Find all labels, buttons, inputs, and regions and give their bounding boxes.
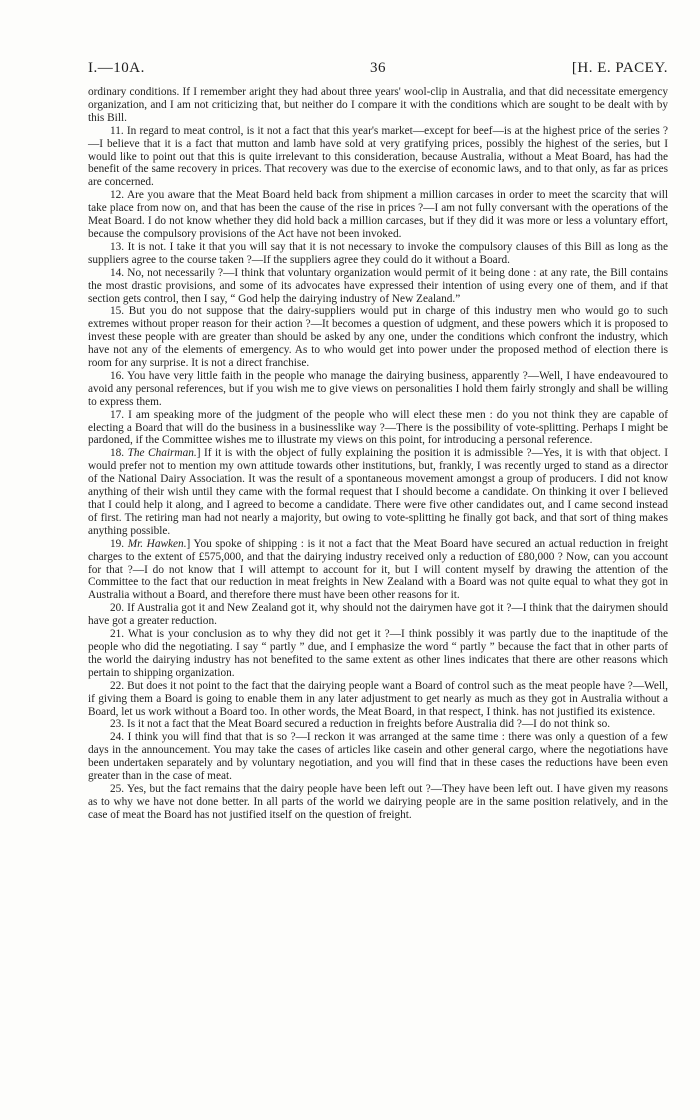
- page-header: [88, 60, 668, 86]
- document-body: [88, 86, 668, 822]
- paragraph-0: ordinary conditions. If I remember aright they had about three years' wool-clip in Australia, and that did necessitate emergency organization, and I am not criticizing that, but neither do I compare it with the conditions which are sought to be dealt with by this Bill.: [88, 86, 668, 124]
- paragraph-22: 22. But does it not point to the fact that the dairying people want a Board of control such as the meat people have ?—Well, if giving them a Board is going to enable them in any later adjustment to get nearly as much as they got in Australia without a Board, let us work without a Board too. In other words, the Meat Board, in that respect, I think. has not justified its existence.: [88, 679, 668, 718]
- paragraph-15: 15. But you do not suppose that the dairy-suppliers would put in charge of this industry men who would go to such extremes without proper reason for their action ?—It becomes a question of udgment, and these powers which it is proposed to invest these people with are greater than should be asked by any one, under the conditions which confront the industry, which have not any of the elements of emergency. As to who would get into power under the proposed method of election there is room for any surprise. It is not a direct franchise.: [88, 305, 668, 370]
- paragraph-14: 14. No, not necessarily ?—I think that voluntary organization would permit of it being done : at any rate, the Bill contains the most drastic provisions, and some of its advocates have expressed their intention of using every one of them, and if that section gets control, then I say, “ God help the dairying industry of New Zealand.”: [88, 266, 668, 305]
- paragraph-20: 20. If Australia got it and New Zealand got it, why should not the dairymen have got it ?—I think that the dairymen should have got a greater reduction.: [88, 602, 668, 628]
- paragraph-21: 21. What is your conclusion as to why they did not get it ?—I think possibly it was partly due to the inaptitude of the people who did the negotiating. I say “ partly ” due, and I emphasize the word “ partly ” because the fact that in other parts of the world the dairying industry has not benefited to the same extent as other lines indicates that there are other reasons which pertain to shipping organization.: [88, 628, 668, 679]
- paragraph-11: 11. In regard to meat control, is it not a fact that this year's market—except for beef—is at the highest price of the series ?—I believe that it is a fact that mutton and lamb have sold at very gratifying prices, possibly the highest of the series, but I would like to point out that this is quite irrelevant to this consideration, because Australia, without a Meat Board, has had the benefit of the same recovery in prices. That recovery was due to the exercise of economic laws, and to that only, as far as prices are concerned.: [88, 124, 668, 189]
- paragraph-text: ] You spoke of shipping : is it not a fact that the Meat Board have secured an actual reduction in freight charges to the extent of £575,000, and that the dairying industry received only a reduction of £80,000 ? Now, can you account for that ?—I do not know that I will attempt to account for it, but I will content myself by drawing the attention of the Committee to the fact that our reduction in meat freights in New Zealand with a Board was not quite equal to what they got in Australia without a Board, and therefore there must have been other reasons for it.: [88, 537, 669, 602]
- speaker-name: Mr. Hawken.: [127, 537, 187, 550]
- page-number: 36: [370, 60, 386, 76]
- question-number: 19.: [110, 537, 128, 550]
- paragraph-16: 16. You have very little faith in the people who manage the dairying business, apparently ?—Well, I have endeavoured to avoid any personal references, but if you wish me to give views on personalities I hold them fairly strongly and shall be willing to express them.: [88, 369, 668, 408]
- paragraph-text: ] If it is with the object of fully explaining the position it is admissible ?—Yes, it is with that object. I would prefer not to mention my own attitude towards other institutions, but, frankly, I was recently urged to stand as a director of the National Dairy Association. It was the result of a spontaneous movement amongst a group of producers. I did not know anything of their wish until they came with the formal request that I should become a candidate. On thinking it over I believed that I could help it along, and I agreed to become a candidate. There were five other candidates out, and I came second instead of first. The retiring man had not nearly a majority, but owing to vote-splitting he finally got back, and that sort of thing makes anything possible.: [88, 447, 669, 537]
- paragraph-23: 23. Is it not a fact that the Meat Board secured a reduction in freights before Australia did ?—I do not think so.: [110, 718, 611, 731]
- document-reference: I.—10A.: [88, 60, 145, 76]
- question-number: 18.: [110, 447, 128, 460]
- paragraph-19: [88, 538, 668, 603]
- paragraph-12: 12. Are you aware that the Meat Board held back from shipment a million carcases in order to meet the scarcity that will take place from now on, and that has been the cause of the rise in prices ?—I am not fully conversant with the operations of the Meat Board. I do not know whether they did hold back a million carcases, but if they did it was more or less a voluntary effort, because the compulsory provisions of the Act have not been invoked.: [88, 189, 668, 240]
- paragraph-25: 25. Yes, but the fact remains that the dairy people have been left out ?—They have been left out. I have given my reasons as to why we have not done better. In all parts of the world we dairying people are in the same position relatively, and in the case of meat the Board has not justified itself on the question of freight.: [88, 782, 668, 821]
- paragraph-17: 17. I am speaking more of the judgment of the people who will elect these men : do you not think they are capable of electing a Board that will do the business in a businesslike way ?—There is the possibility of vote-splitting. Perhaps I might be pardoned, if the Committee wishes me to illustrate my views on this point, for introducing a personal reference.: [88, 408, 668, 447]
- paragraph-18: [88, 447, 668, 537]
- witness-name: [H. E. PACEY.: [571, 60, 668, 76]
- paragraph-24: 24. I think you will find that that is so ?—I reckon it was arranged at the same time : there was only a question of a few days in the announcement. You may take the cases of articles like casein and other general cargo, where the negotiations have been undertaken separately and by voluntary negotiation, and you will find that in these cases the reductions have been even greater than in the case of meat.: [88, 731, 668, 783]
- speaker-name: The Chairman.: [127, 447, 197, 460]
- paragraph-13: 13. It is not. I take it that you will say that it is not necessary to invoke the compulsory clauses of this Bill as long as the suppliers agree to the course taken ?—If the suppliers agree they could do it without a Board.: [88, 240, 668, 266]
